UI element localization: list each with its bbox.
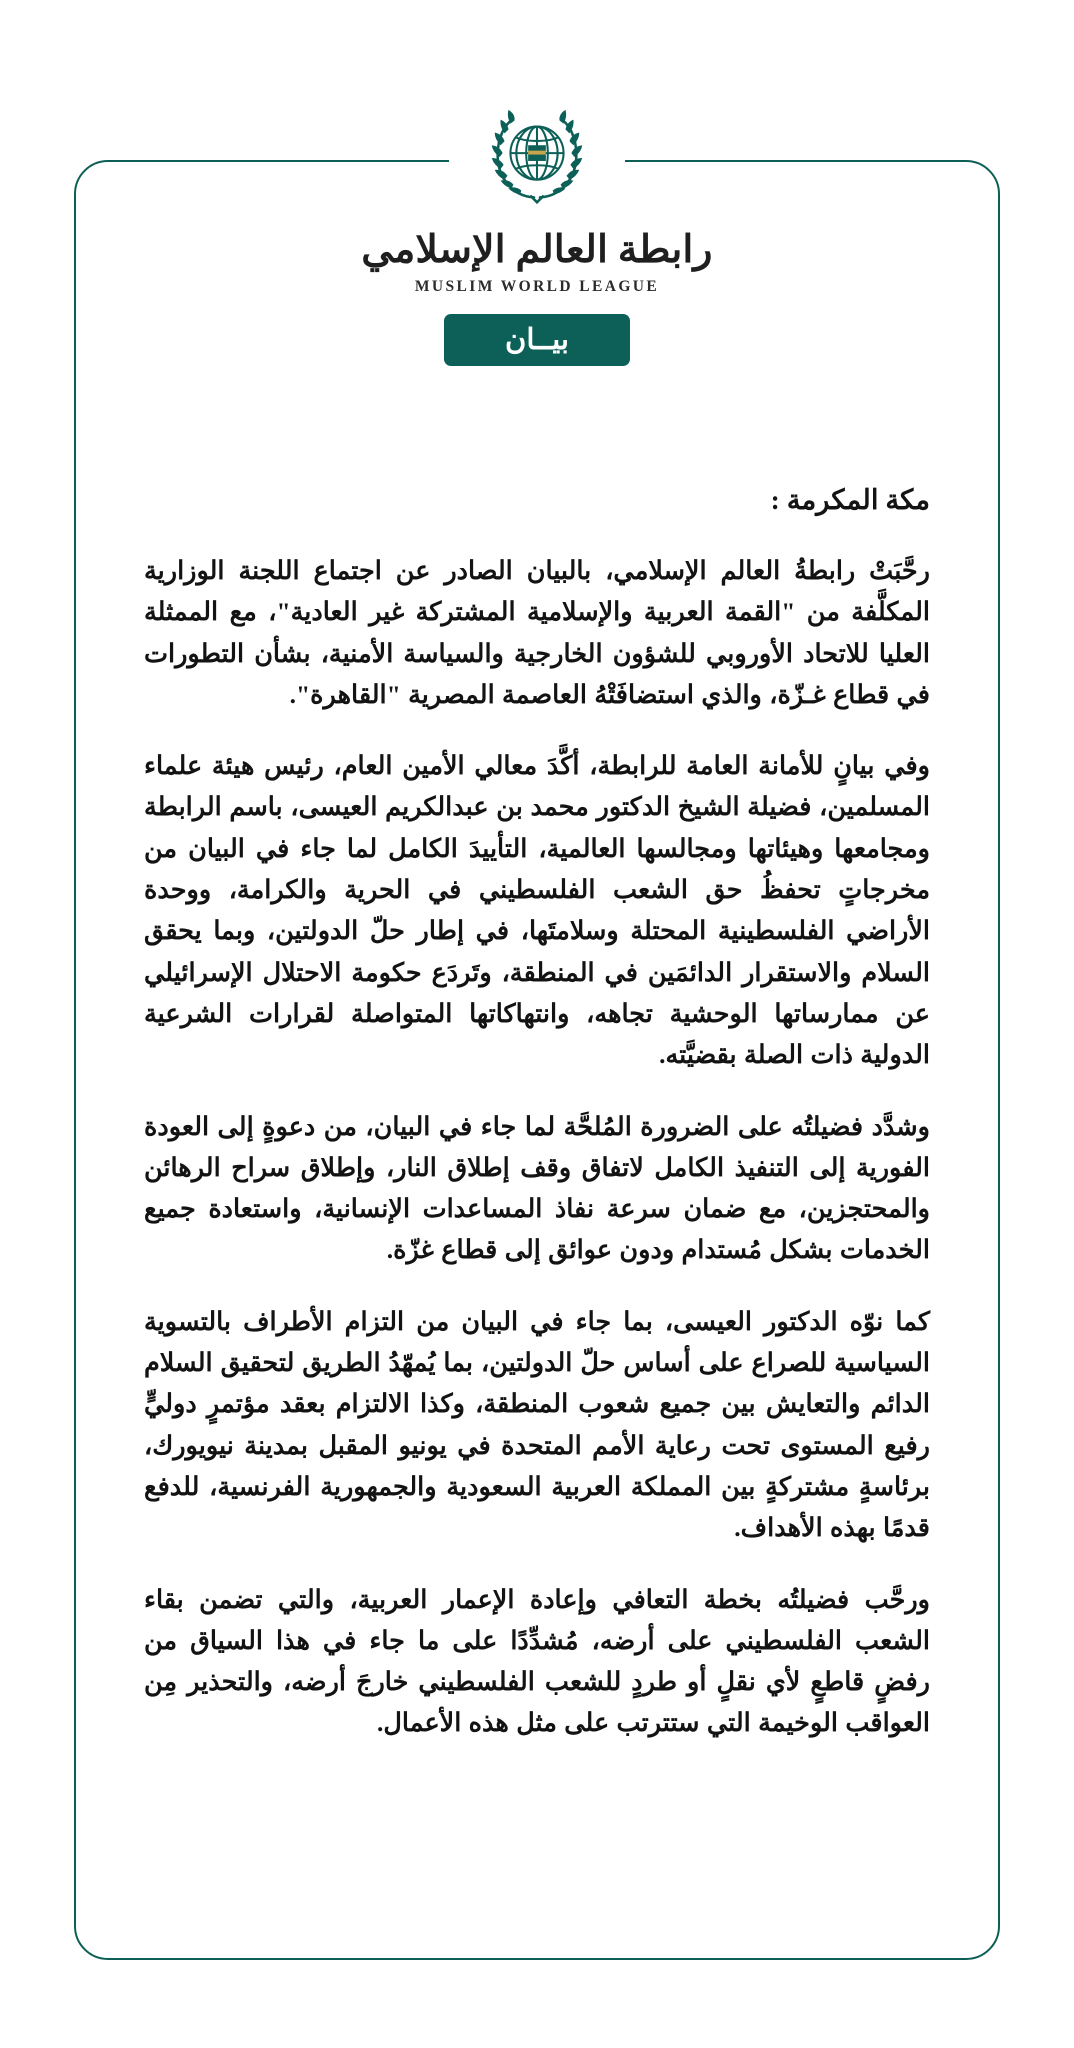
dateline: مكة المكرمة : [770,484,930,515]
statement-card [74,160,1000,1960]
organization-name-english: MUSLIM WORLD LEAGUE [414,277,660,295]
globe-and-wreath-emblem [478,100,596,218]
statement-header [76,100,998,366]
statement-paragraph: ورحَّب فضيلتُه بخطة التعافي وإعادة الإعمار العربية، والتي تضمن بقاء الشعب الفلسطيني على أرضه، مُشدِّدًا على ما جاء في هذا السياق من رفضٍ قاطعٍ لأي نقلٍ أو طردٍ للشعب الفلسطيني خارجَ أرضه، والتحذير مِن العواقب الوخيمة التي ستترتب على مثل هذه الأعمال. [144,1584,930,1738]
statement-paragraph: وشدَّد فضيلتُه على الضرورة المُلحَّة لما جاء في البيان، من دعوةٍ إلى العودة الفورية إلى التنفيذ الكامل لاتفاق وقف إطلاق النار، وإطلاق سراح الرهائن والمحتجزين، مع ضمان سرعة نفاذ المساعدات الإنسانية، واستعادة جميع الخدمات بشكل مُستدام ودون عوائق إلى قطاع غزّة. [144,1111,930,1265]
statement-paragraph: رحَّبَتْ رابطةُ العالم الإسلامي، بالبيان الصادر عن اجتماع اللجنة الوزارية المكلَّفة من "القمة العربية والإسلامية المشتركة غير العادية"، مع الممثلة العليا للاتحاد الأوروبي للشؤون الخارجية والسياسة الأمنية، بشأن التطورات في قطاع غـزّة، والذي استضافَتْهُ العاصمة المصرية "القاهرة". [144,556,930,709]
statement-paragraph: كما نوّه الدكتور العيسى، بما جاء في البيان من التزام الأطراف بالتسوية السياسية للصراع على أساس حلّ الدولتين، بما يُمهّدُ الطريق لتحقيق السلام الدائم والتعايش بين جميع شعوب المنطقة، وكذا الالتزام بعقد مؤتمرٍ دوليٍّ رفيع المستوى تحت رعاية الأمم المتحدة في يونيو المقبل بمدينة نيويورك، برئاسةٍ مشتركةٍ بين المملكة العربية السعودية والجمهورية الفرنسية، للدفع قدمًا بهذه الأهداف. [144,1306,930,1543]
statement-body [144,484,930,1744]
statement-badge: بيــان [444,314,630,366]
statement-paragraph: وفي بيانٍ للأمانة العامة للرابطة، أكَّدَ معالي الأمين العام، رئيس هيئة علماء المسلمين، فضيلة الشيخ الدكتور محمد بن عبدالكريم العيسى، باسم الرابطة ومجامعها وهيئاتها ومجالسها العالمية، التأييدَ الكامل لما جاء في البيان من مخرجاتٍ تحفظُ حق الشعب الفلسطيني في الحرية والكرامة، ووحدة الأراضي الفلسطينية المحتلة وسلامتَها، في إطار حلّ الدولتين، وبما يحقق السلام والاستقرار الدائمَين في المنطقة، وتَردَع حكومة الاحتلال الإسرائيلي عن ممارساتها الوحشية تجاهه، وانتهاكاتها المتواصلة لقرارات الشرعية الدولية ذات الصلة بقضيَّته. [144,751,930,1070]
organization-name-arabic: رابطة العالم الإسلامي [361,229,713,271]
